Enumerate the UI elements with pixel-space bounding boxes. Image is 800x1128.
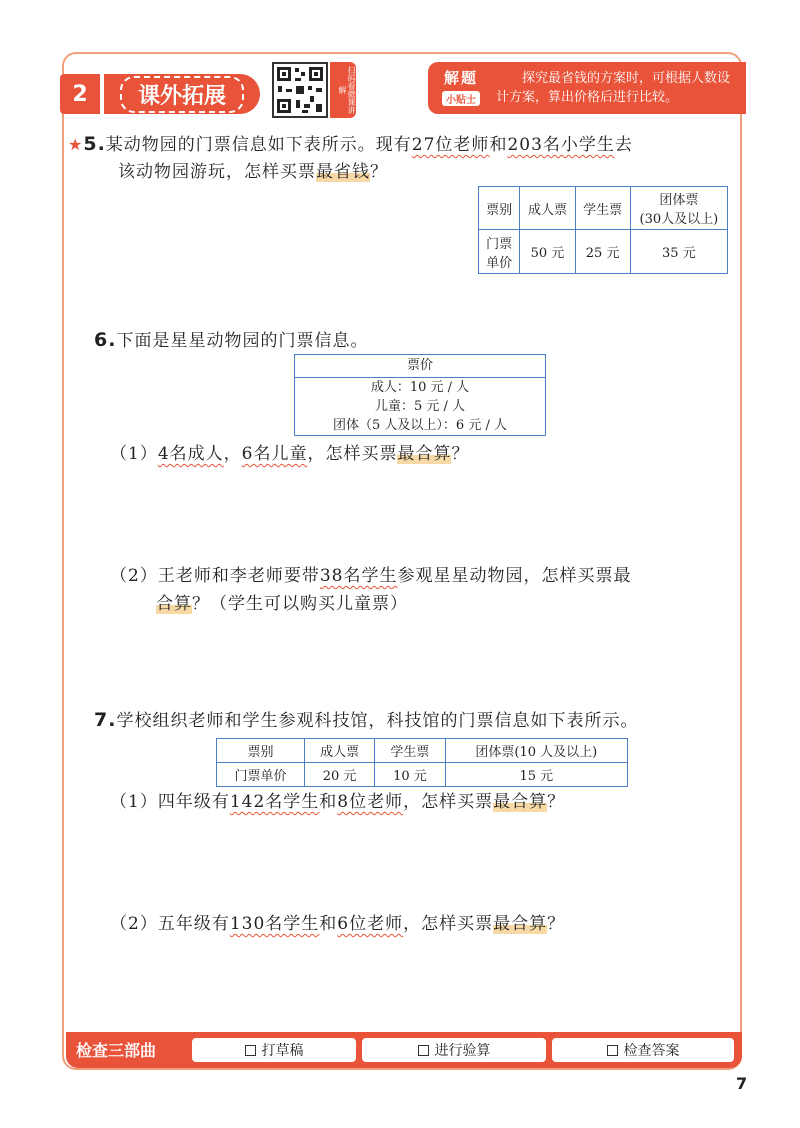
ticket-table-7: 票别 成人票 学生票 团体票(10 人及以上) 门票单价 20 元 10 元 15 元 [216,738,628,787]
footer-bar [66,1032,742,1068]
question-number: 5. [83,133,106,155]
page-number: 7 [736,1074,748,1093]
tip-badge-top: 解题 [443,69,478,87]
tip-badge-bottom: 小贴士 [442,91,480,106]
question-number: 7. [94,709,117,731]
price-box-6: 票价 成人：10 元 / 人 儿童：5 元 / 人 团体（5 人及以上）：6 元 / 人 [294,354,546,436]
question-7: 7.学校组织老师和学生参观科技馆，科技馆的门票信息如下表所示。 [94,709,639,731]
footer-item-verify[interactable]: 进行验算 [362,1038,546,1062]
qr-code-icon[interactable] [272,62,328,118]
checkbox-icon [607,1045,618,1056]
footer-item-check[interactable]: 检查答案 [552,1038,734,1062]
section-title [104,74,260,114]
qr-side-label: 扫码看微课讲解 [330,62,356,118]
section-number: 2 [60,74,100,114]
tip-badge [436,67,486,107]
star-icon: ★ [68,135,84,154]
question-6-part2: （2）王老师和李老师要带38名学生参观星星动物园，怎样买票最 [110,566,632,586]
question-6: 6.下面是星星动物园的门票信息。 [94,329,369,351]
tip-text: 探究最省钱的方案时，可根据人数设计方案，算出价格后进行比较。 [496,71,731,105]
question-number: 6. [94,329,117,351]
footer-item-draft[interactable]: 打草稿 [192,1038,356,1062]
question-6-part2-line2: 合算？（学生可以购买儿童票） [156,594,408,614]
tip-banner [428,62,746,114]
section-title-text: 课外拓展 [120,76,244,113]
checkbox-icon [418,1045,429,1056]
question-5: ★5.某动物园的门票信息如下表所示。现有27位老师和203名小学生去 [68,133,633,155]
question-6-part1: （1）4名成人，6名儿童，怎样买票最合算？ [110,444,470,464]
checkbox-icon [245,1045,256,1056]
footer-title: 检查三部曲 [76,1041,157,1060]
question-7-part2: （2）五年级有130名学生和6位老师，怎样买票最合算？ [110,914,566,934]
question-7-part1: （1）四年级有142名学生和8位老师，怎样买票最合算？ [110,792,566,812]
question-5-line2: 该动物园游玩，怎样买票最省钱？ [118,162,388,182]
ticket-table-5: 票别 成人票 学生票 团体票 (30人及以上) 门票 单价 50 元 25 元 35 元 [478,186,728,274]
